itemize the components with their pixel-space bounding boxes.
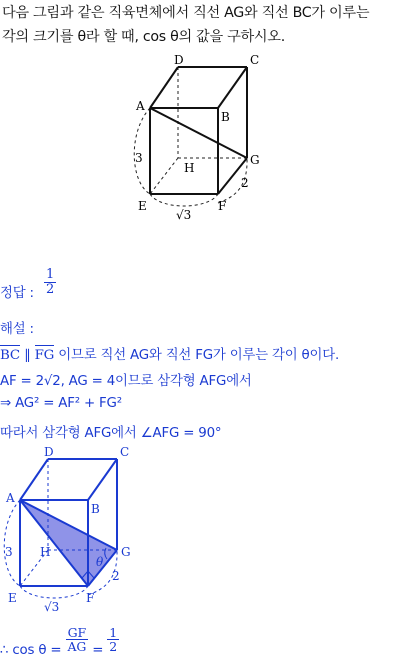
label-A: A [136, 99, 145, 113]
problem-line-2: 각의 크기를 θ라 할 때, cos θ의 값을 구하시오. [2, 29, 285, 45]
solution-label-edge-2: 2 [112, 569, 120, 583]
solution-label-A: A [6, 491, 15, 505]
label-C: C [250, 53, 260, 67]
solution-label-edge-root3: √3 [44, 600, 60, 614]
solution-line-2: AF = 2√2, AG = 4이므로 삼각형 AFG에서 [0, 374, 252, 389]
label-H: H [184, 161, 195, 175]
label-edge-2: 2 [241, 176, 249, 190]
solution-line-4: 따라서 삼각형 AFG에서 ∠AFG = 90° [0, 426, 222, 441]
label-D: D [174, 53, 184, 67]
conclusion-frac1-denominator: AG [67, 639, 87, 655]
answer-denominator: 2 [46, 281, 55, 297]
solution-label-E: E [8, 591, 17, 605]
solution-line-1-rest: 이므로 직선 AG와 직선 FG가 이루는 각이 θ이다. [58, 348, 340, 363]
parallel-symbol: ∥ [24, 348, 31, 363]
problem-line-1: 다음 그림과 같은 직육면체에서 직선 AG와 직선 BC가 이루는 [2, 5, 370, 21]
solution-label-F: F [86, 591, 95, 605]
line-fg: FG [34, 348, 55, 363]
label-F: F [218, 199, 227, 213]
solution-cuboid-figure [0, 444, 150, 614]
label-edge-root3: √3 [176, 208, 192, 222]
answer-numerator: 1 [46, 267, 55, 282]
line-bc: BC [0, 348, 20, 363]
solution-label-theta: θ [96, 555, 104, 569]
conclusion-equals: = [92, 642, 104, 658]
conclusion-prefix: ∴ cos θ = [0, 642, 62, 658]
answer-fraction [44, 268, 56, 296]
solution-label-B: B [91, 502, 100, 516]
solution-label-G: G [121, 545, 131, 559]
conclusion-frac2-numerator: 1 [109, 625, 118, 640]
solution-label-H: H [40, 545, 51, 559]
conclusion-frac2-denominator: 2 [109, 639, 118, 655]
solution-line-3: ⇒ AG² = AF² + FG² [0, 396, 122, 411]
solution-label-D: D [44, 445, 54, 459]
cuboid-figure [130, 52, 280, 227]
solution-label-C: C [120, 445, 130, 459]
solution-label-edge-3: 3 [5, 545, 13, 559]
conclusion-frac1-numerator: GF [67, 625, 86, 640]
label-edge-3: 3 [135, 151, 143, 165]
conclusion-line [0, 625, 119, 658]
label-G: G [250, 153, 260, 167]
solution-line-1 [0, 344, 339, 363]
label-B: B [221, 110, 230, 124]
solution-label: 해설 : [0, 322, 34, 337]
answer-label: 정답 : [0, 286, 34, 301]
label-E: E [138, 199, 147, 213]
